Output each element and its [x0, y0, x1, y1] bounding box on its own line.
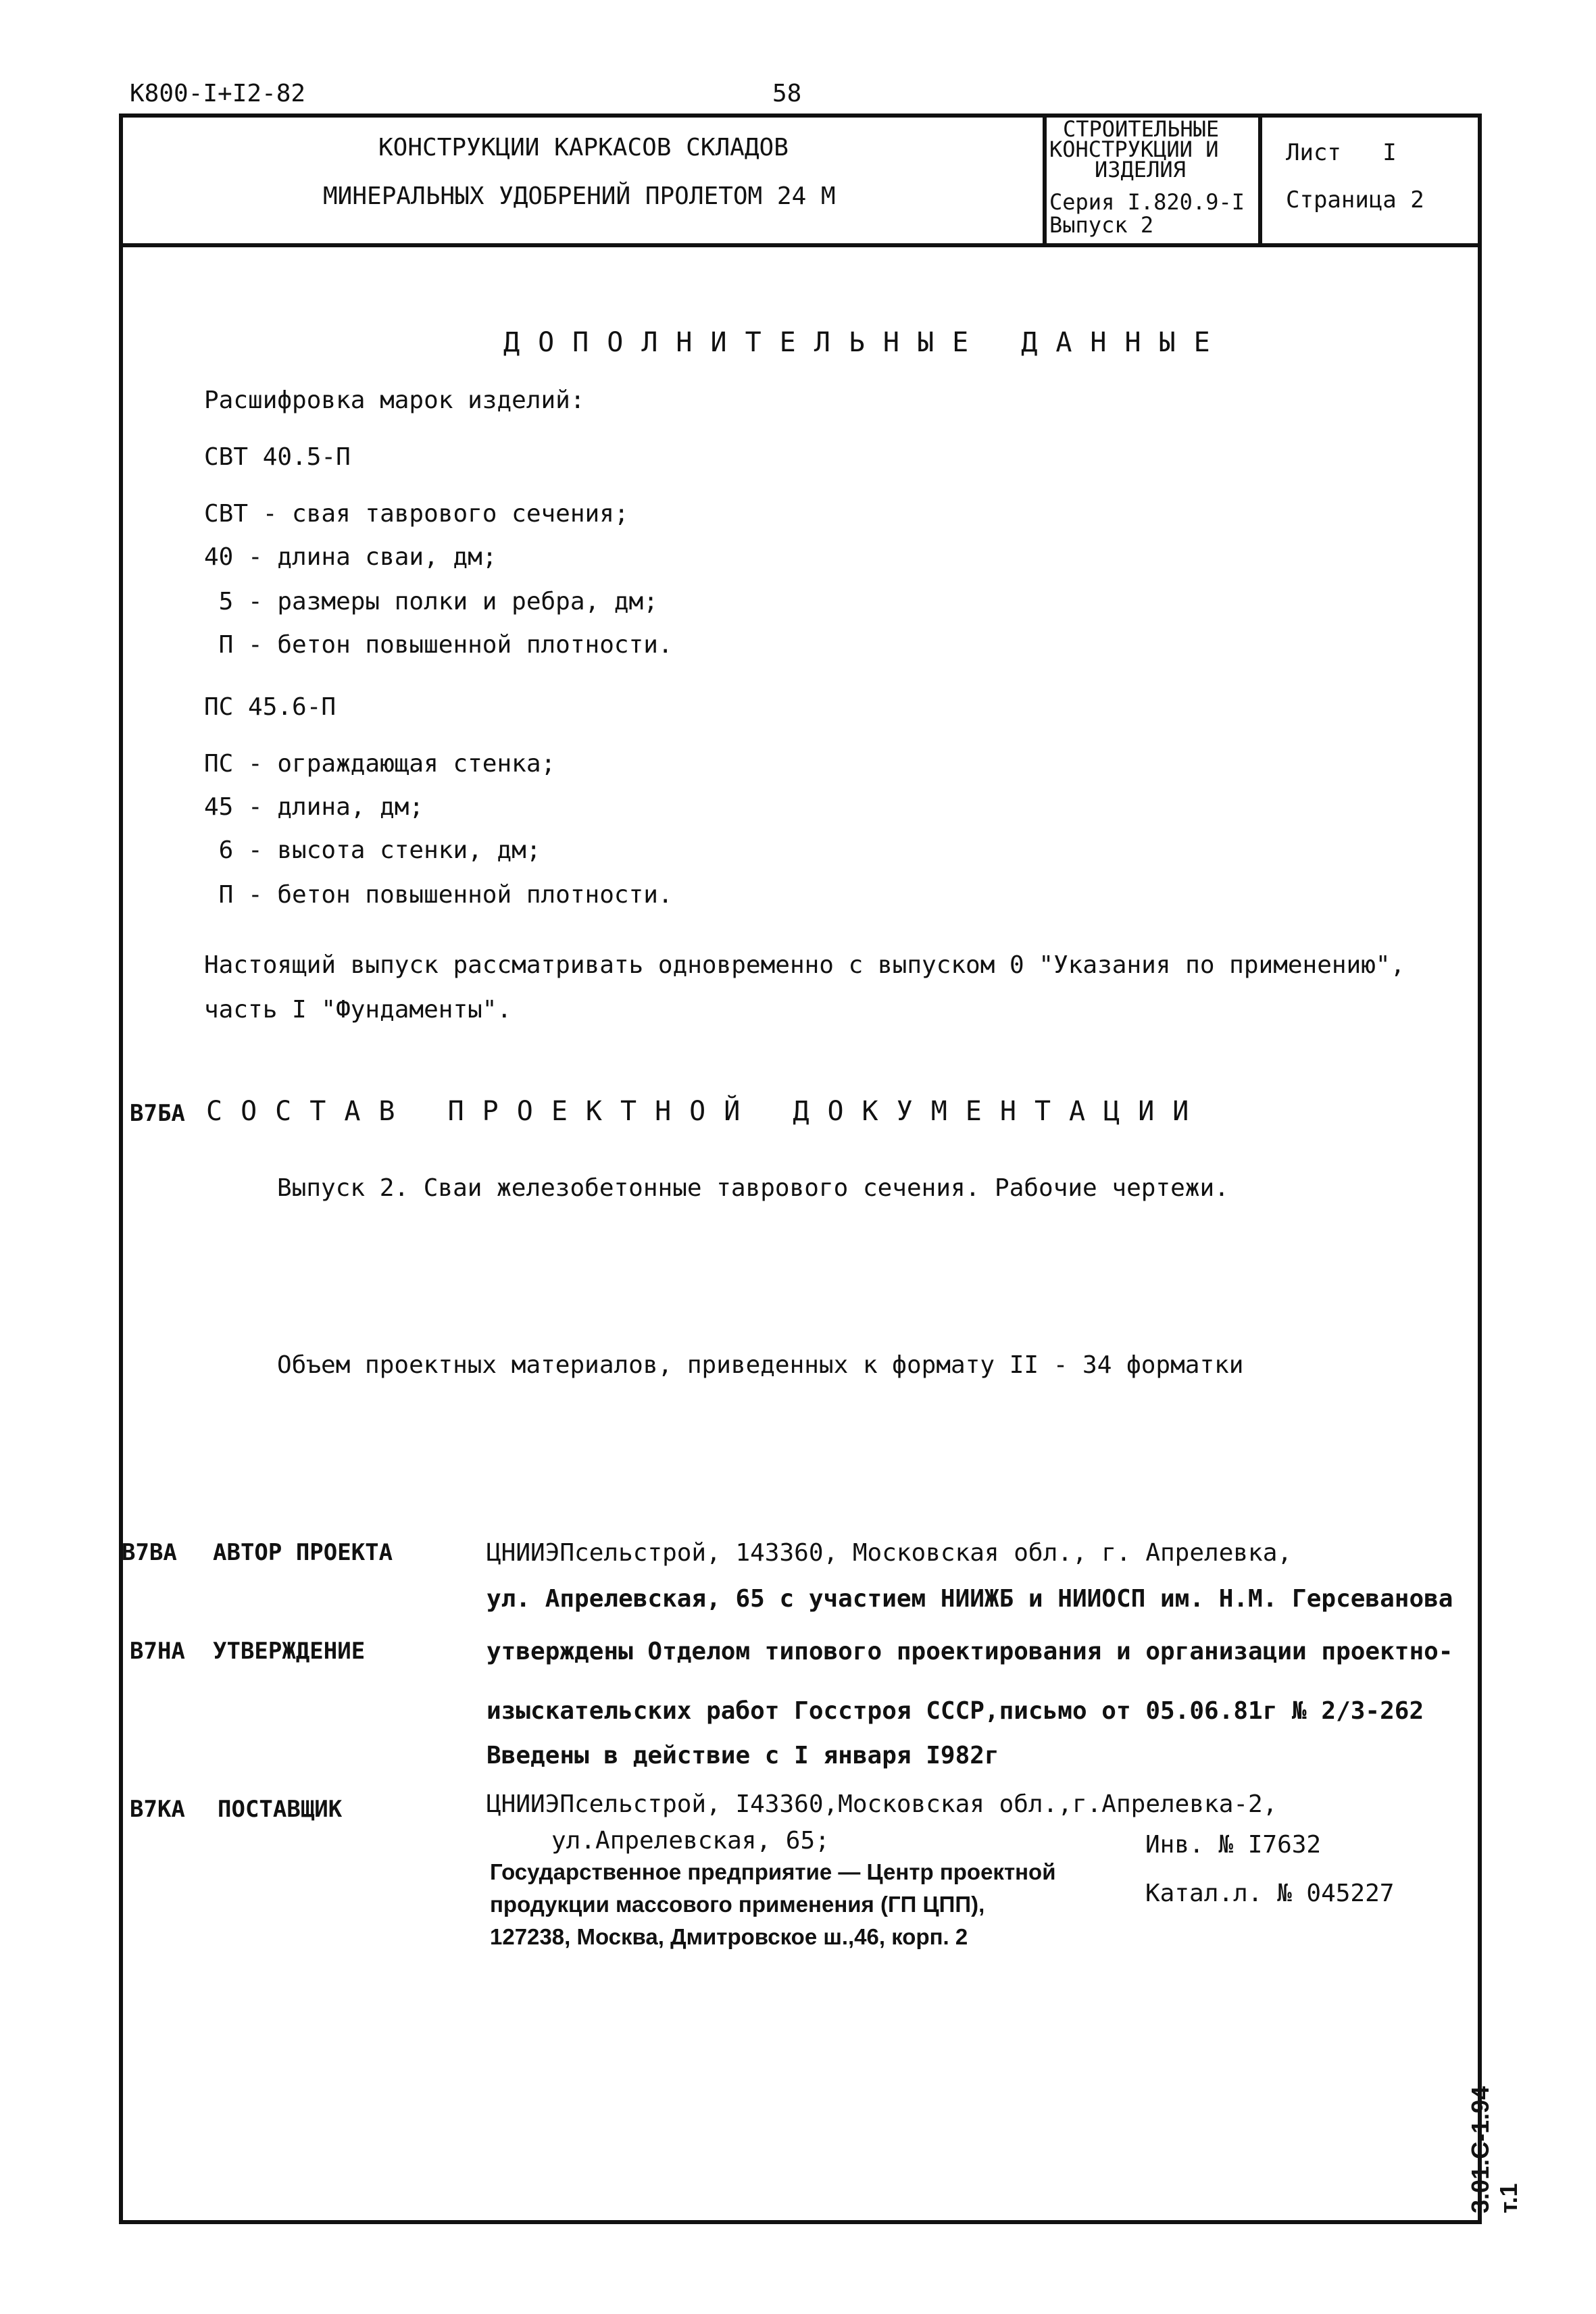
- volume-description: Объем проектных материалов, приведенных к формату II - 34 форматки: [277, 1351, 1244, 1379]
- mark-1-line: П - бетон повышенной плотности.: [204, 631, 673, 659]
- series-number: Серия I.820.9-I: [1049, 189, 1245, 215]
- approval-line-2: изыскательских работ Госстроя СССР,письмо от 05.06.81г № 2/3-262: [487, 1697, 1424, 1725]
- mark-1: СВТ 40.5-П: [204, 443, 351, 471]
- page-number: 58: [772, 80, 802, 107]
- page-count: Страница 2: [1286, 186, 1424, 213]
- mark-2-line: ПС - ограждающая стенка;: [204, 750, 556, 778]
- category-line-3: ИЗДЕЛИЯ: [1095, 157, 1186, 182]
- decode-title: Расшифровка марок изделий:: [204, 386, 585, 414]
- catalog-number: Катал.л. № 045227: [1145, 1880, 1395, 1907]
- author-line-2: ул. Апрелевская, 65 с участием НИИЖБ и НИИОСП им. Н.М. Герсеванова: [487, 1585, 1453, 1613]
- approval-line-1: утверждены Отделом типового проектирования и организации проектно-: [487, 1638, 1453, 1665]
- mark-1-line: 40 - длина сваи, дм;: [204, 543, 497, 571]
- category-line-1: СТРОИТЕЛЬНЫЕ: [1063, 116, 1220, 142]
- header-column-divider-2: [1258, 114, 1262, 247]
- approval-label: УТВЕРЖДЕНИЕ: [213, 1638, 366, 1665]
- author-line-1: ЦНИИЭПсельстрой, 143360, Московская обл., г. Апрелевка,: [487, 1539, 1293, 1567]
- supplier-code: В7КА: [130, 1796, 185, 1823]
- section-heading-additional-data: ДОПОЛНИТЕЛЬНЫЕ ДАННЫЕ: [503, 327, 1228, 358]
- section-code-b7ba: В7БА: [130, 1100, 185, 1127]
- header-column-divider-1: [1043, 114, 1047, 247]
- author-code: В7ВА: [122, 1539, 177, 1566]
- approval-code: В7НА: [130, 1638, 185, 1665]
- mark-2: ПС 45.6-П: [204, 693, 336, 721]
- mark-2-line: 6 - высота стенки, дм;: [204, 836, 541, 864]
- mark-2-line: П - бетон повышенной плотности.: [204, 881, 673, 909]
- header-divider: [119, 243, 1482, 247]
- supplier-label: ПОСТАВЩИК: [218, 1796, 343, 1823]
- author-label: АВТОР ПРОЕКТА: [213, 1539, 393, 1566]
- note-line-2: часть I "Фундаменты".: [204, 996, 512, 1024]
- stamp-line-1: Государственное предприятие — Центр проектной: [490, 1859, 1056, 1884]
- title-line-1: КОНСТРУКЦИИ КАРКАСОВ СКЛАДОВ: [378, 134, 789, 161]
- note-line-1: Настоящий выпуск рассматривать одновременно с выпуском 0 "Указания по применению",: [204, 951, 1405, 979]
- side-note: 3.01.С-1.94 т.1: [1466, 2086, 1522, 2213]
- mark-1-line: СВТ - свая таврового сечения;: [204, 500, 629, 528]
- approval-line-3: Введены в действие с I января I982г: [487, 1742, 999, 1769]
- supplier-line-2: ул.Апрелевская, 65;: [551, 1827, 830, 1855]
- document-code: К800-I+I2-82: [130, 80, 306, 107]
- stamp-line-3: 127238, Москва, Дмитровское ш.,46, корп. 2: [490, 1924, 968, 1949]
- sheet-number: Лист I: [1286, 139, 1397, 166]
- title-line-2: МИНЕРАЛЬНЫХ УДОБРЕНИЙ ПРОЛЕТОМ 24 М: [323, 182, 836, 210]
- issue-description: Выпуск 2. Сваи железобетонные таврового сечения. Рабочие чертежи.: [277, 1174, 1229, 1202]
- mark-2-line: 45 - длина, дм;: [204, 793, 424, 821]
- supplier-line-1: ЦНИИЭПсельстрой, I43360,Московская обл.,г.Апрелевка-2,: [487, 1790, 1278, 1818]
- section-heading-documentation: СОСТАВ ПРОЕКТНОЙ ДОКУМЕНТАЦИИ: [206, 1096, 1207, 1127]
- category-line-2: КОНСТРУКЦИИ И: [1049, 136, 1219, 162]
- mark-1-line: 5 - размеры полки и ребра, дм;: [204, 588, 658, 615]
- stamp-line-2: продукции массового применения (ГП ЦПП),: [490, 1892, 985, 1917]
- inventory-number: Инв. № I7632: [1145, 1831, 1322, 1859]
- issue-number: Выпуск 2: [1049, 212, 1154, 238]
